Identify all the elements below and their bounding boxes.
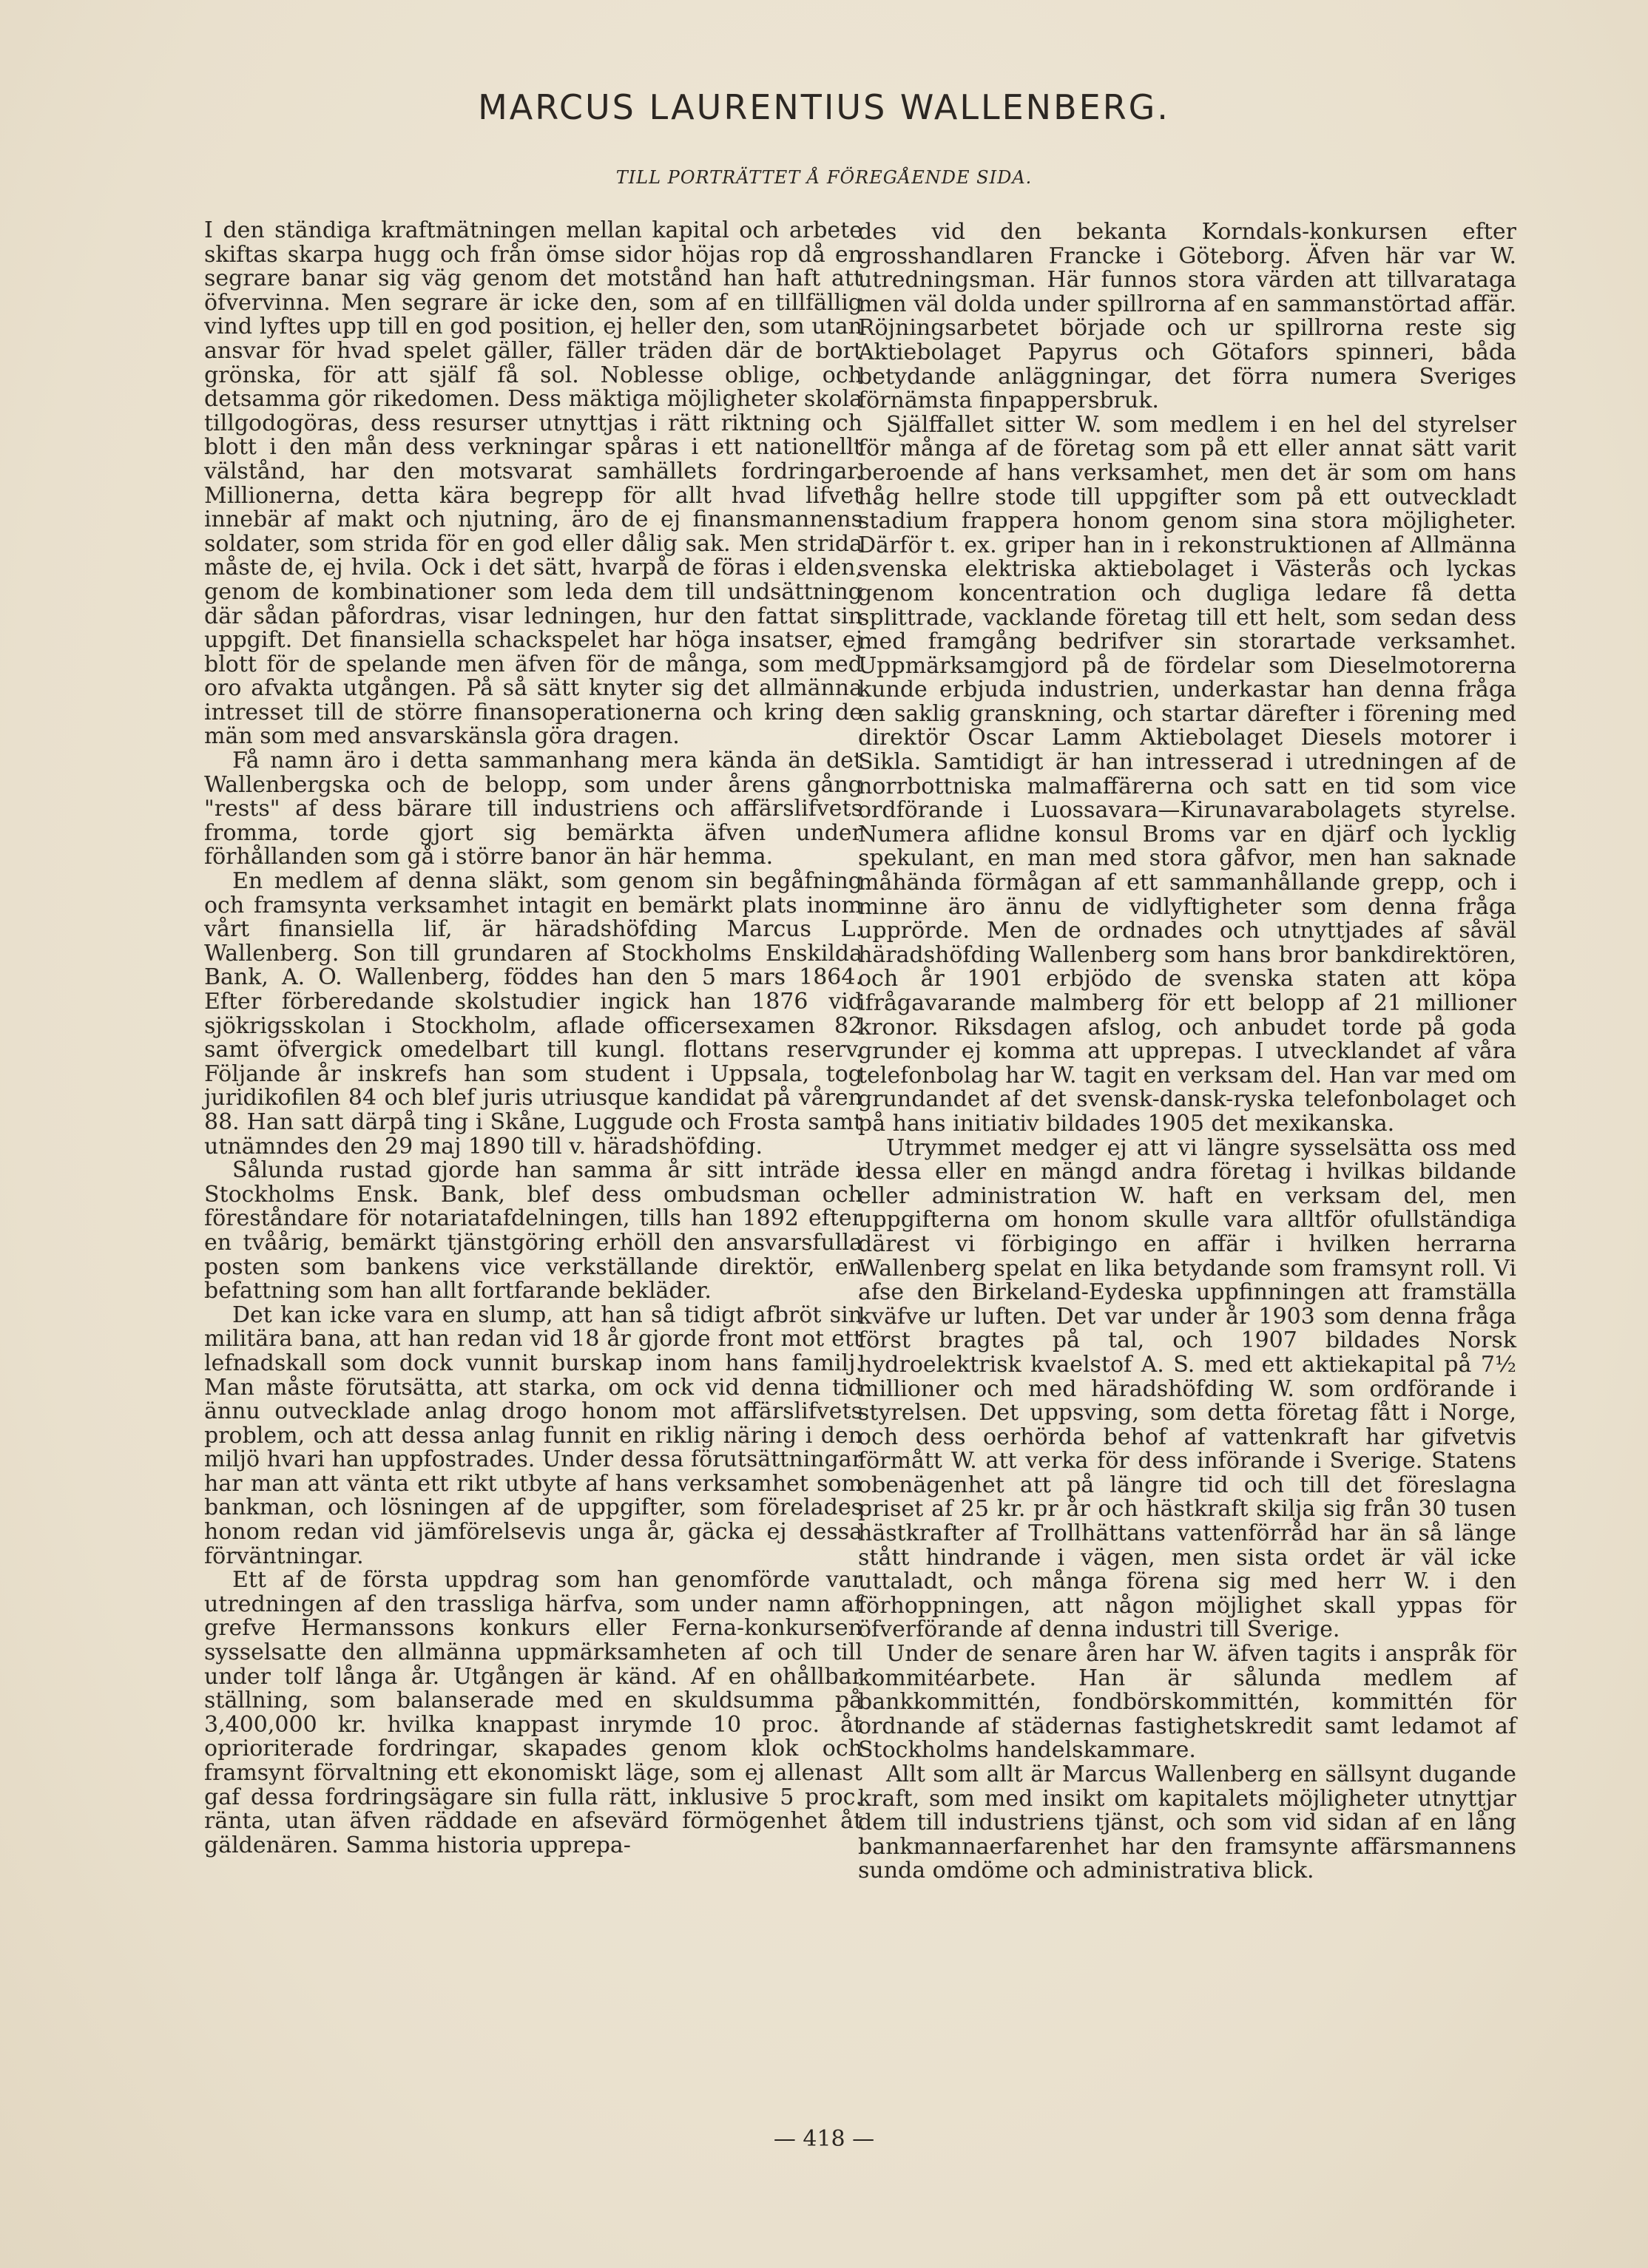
paragraph: I den ständiga kraftmätningen mellan kapital och arbete skiftas skarpa hugg och från ömse sidor höjas rop då en segrare banar sig väg genom det motstånd han haft att öfvervinna. Men segrare är icke den, som af en tillfällig vind lyftes upp till en god position, ej heller den, som utan ansvar för hvad spelet gäller, fäller träden där de bort grönska, för att själf få sol. Noblesse oblige, och detsamma gör rikedomen. Dess mäktiga möjligheter skola tillgodogöras, dess resurser utnyttjas i rätt riktning och blott i den mån dess verkningar spåras i ett nationellt välstånd, har den motsvarat samhällets fordringar. Millionerna, detta kära begrepp för allt hvad lifvet innebär af makt och njutning, äro de ej finansmannens soldater, som strida för en god eller dålig sak. Men strida måste de, ej hvila. Ock i det sätt, hvarpå de föras i elden, genom de kombinationer som leda dem till undsättning där sådan påfordras, visar ledningen, hur den fattat sin uppgift. Det finansiella schackspelet har höga insatser, ej blott för de spelande men äfven för de många, som med oro afvakta utgången. På så sätt knyter sig det allmänna intresset till de större finansoperationerna och kring de män som med ansvarskänsla göra dragen. [204,217,862,750]
paragraph: Få namn äro i detta sammanhang mera kända än det Wallenbergska och de belopp, som under årens gång "rests" af dess bärare till industriens och affärslifvets fromma, torde gjort sig bemärkta äfven under förhållanden som gå i större banor än här hemma. [204,748,862,870]
article-title: MARCUS LAURENTIUS WALLENBERG. [478,87,1170,127]
paragraph: En medlem af denna släkt, som genom sin begåfning och framsynta verksamhet intagit en bemärkt plats inom vårt finansiella lif, är häradshöfding Marcus L. Wallenberg. Son till grundaren af Stockholms Enskilda Bank, A. O. Wallenberg, föddes han den 5 mars 1864. Efter förberedande skolstudier ingick han 1876 vid sjökrigsskolan i Stockholm, aflade officersexamen 82 samt öfvergick omedelbart till kungl. flottans reserv. Följande år inskrefs han som student i Uppsala, tog juridikofilen 84 och blef juris utriusque kandidat på våren 88. Han satt därpå ting i Skåne, Luggude och Frosta samt utnämndes den 29 maj 1890 till v. häradshöfding. [204,868,862,1160]
article-subtitle: TILL PORTRÄTTET Å FÖREGÅENDE SIDA. [615,167,1033,188]
paragraph: des vid den bekanta Korndals-konkursen efter grosshandlaren Francke i Göteborg. Äfven här var W. utredningsman. Här funnos stora värden att tillvaratagа men väl dolda under spillrorna af en sammanstörtad affär. Röjningsarbetet började och ur spillrorna reste sig Aktiebolaget Papyrus och Götafors spinneri, båda betydande anläggningar, det förra numera Sveriges förnämsta finpappersbruk. [858,219,1516,414]
left-column [204,219,862,1858]
paragraph: Utrymmet medger ej att vi längre sysselsätta oss med dessa eller en mängd andra företag i hvilkas bildande eller administration W. haft en verksam del, men uppgifterna om honom skulle vara alltför ofullständiga därest vi förbigingo en affär i hvilken herrarna Wallenberg spelat en lika betydande som framsynt roll. Vi afse den Birkeland-Eydeska uppfinningen att framställa kväfve ur luften. Det var under år 1903 som denna fråga först bragtes på tal, och 1907 bildades Norsk hydroelektrisk kvaelstof A. S. med ett aktiekapital på 7½ millioner och med häradshöfding W. som ordförande i styrelsen. Det uppsving, som detta företag fått i Norge, och dess oerhörda behof af vattenkraft har gifvetvis förmått W. att verka för dess införande i Sverige. Statens obenägenhet att på längre tid och till det föreslagna priset af 25 kr. pr år och hästkraft skilja sig från 30 tusen hästkrafter af Trollhättans vattenförråd har än så länge stått hindrande i vägen, men sista ordet är väl icke uttaladt, och många förena sig med herr W. i den förhoppningen, att någon möjlighet skall yppas för öfverförande af denna industri till Sverige. [858,1134,1516,1643]
paragraph: Sålunda rustad gjorde han samma år sitt inträde i Stockholms Ensk. Bank, blef dess ombudsman och föreståndare för notariatafdelningen, tills han 1892 efter en tvåårig, bemärkt tjänstgöring erhöll den ansvarsfulla posten som bankens vice verkställande direktör, en befattning som han allt fortfarande bekläder. [204,1157,862,1304]
right-column [858,220,1516,1883]
page-number: — 418 — [773,2126,875,2152]
paragraph: Under de senare åren har W. äfven tagits i anspråk för kommitéarbete. Han är sålunda medlem af bankkommittén, fondbörskommittén, kommittén för ordnande af städernas fastighetskredit samt ledamot af Stockholms handelskammare. [858,1641,1516,1764]
paragraph: Ett af de första uppdrag som han genomförde var utredningen af den trassliga härfva, som under namn af grefve Hermanssons konkurs eller Ferna-konkursen sysselsatte den allmänna uppmärksamheten af och till under tolf långa år. Utgången är känd. Af en ohållbar ställning, som balanserade med en skuldsumma på 3,400,000 kr. hvilka knappast inrymde 10 proc. åt oprioriterade fordringar, skapades genom klok och framsynt förvaltning ett ekonomiskt läge, som ej allenast gaf dessa fordringsägare sin fulla rätt, inklusive 5 proc. ränta, utan äfven räddade en afsevärd förmögenhet åt gäldenären. Samma historia upprepa- [204,1567,862,1858]
paragraph: Själffallet sitter W. som medlem i en hel del styrelser för många af de företag som på ett eller annat sätt varit beroende af hans verksamhet, men det är som om hans håg hellre stode till uppgifter som på ett outveckladt stadium frappera honom genom sina stora möjligheter. Därför t. ex. griper han in i rekonstruktionen af Allmänna svenska elektriska aktiebolaget i Västerås och lyckas genom koncentration och dugliga ledare få detta splittrade, vacklande företag till ett helt, som sedan dess med framgång bedrifver sin storartade verksamhet. Uppmärksamgjord på de fördelar som Dieselmotorerna kunde erbjuda industrien, underkastar han denna fråga en saklig granskning, och startar därefter i förening med direktör Oscar Lamm Aktiebolaget Diesels motorer i Sikla. Samtidigt är han intresserad i utredningen af de norrbottniska malmaffärerna och satt en tid som vice ordförande i Luossavara—Kirunavarabolagets styrelse. Numera aflidne konsul Broms var en djärf och lycklig spekulant, en man med stora gåfvor, men han saknade måhända förmågan af ett sammanhållande grepp, och i minne äro ännu de vidlyftigheter som denna fråga upprörde. Men de ordnades och utnyttjades af såväl häradshöfding Wallenberg som hans bror bankdirektören, och år 1901 erbjödo de svenska staten att köpa ifrågavarande malmberg för ett belopp af 21 millioner kronor. Riksdagen afslog, och anbudet torde på goda grunder ej komma att upprepas. I utvecklandet af våra telefonbolag har W. tagit en verksam del. Han var med om grundandet af det svensk-dansk-ryska telefonbolaget och på hans initiativ bildades 1905 det mexikanska. [858,411,1516,1137]
paragraph: Allt som allt är Marcus Wallenberg en sällsynt dugande kraft, som med insikt om kapitalets möjligheter utnyttjar dem till industriens tjänst, och som vid sidan af en lång bankmannaerfarenhet har den framsynte affärsmannens sunda omdöme och administrativa blick. [858,1761,1516,1884]
paragraph: Det kan icke vara en slump, att han så tidigt afbröt sin militära bana, att han redan vid 18 år gjorde front mot ett lefnadskall som dock vunnit burskap inom hans familj. Man måste förutsätta, att starka, om ock vid denna tid ännu outvecklade anlag drogo honom mot affärslifvets problem, och att dessa anlag funnit en riklig näring i den miljö hvari han uppfostrades. Under dessa förutsättningar har man att vänta ett rikt utbyte af hans verksamhet som bankman, och lösningen af de uppgifter, som förelades honom redan vid jämförelsevis unga år, gäcka ej dessa förväntningar. [204,1301,862,1569]
